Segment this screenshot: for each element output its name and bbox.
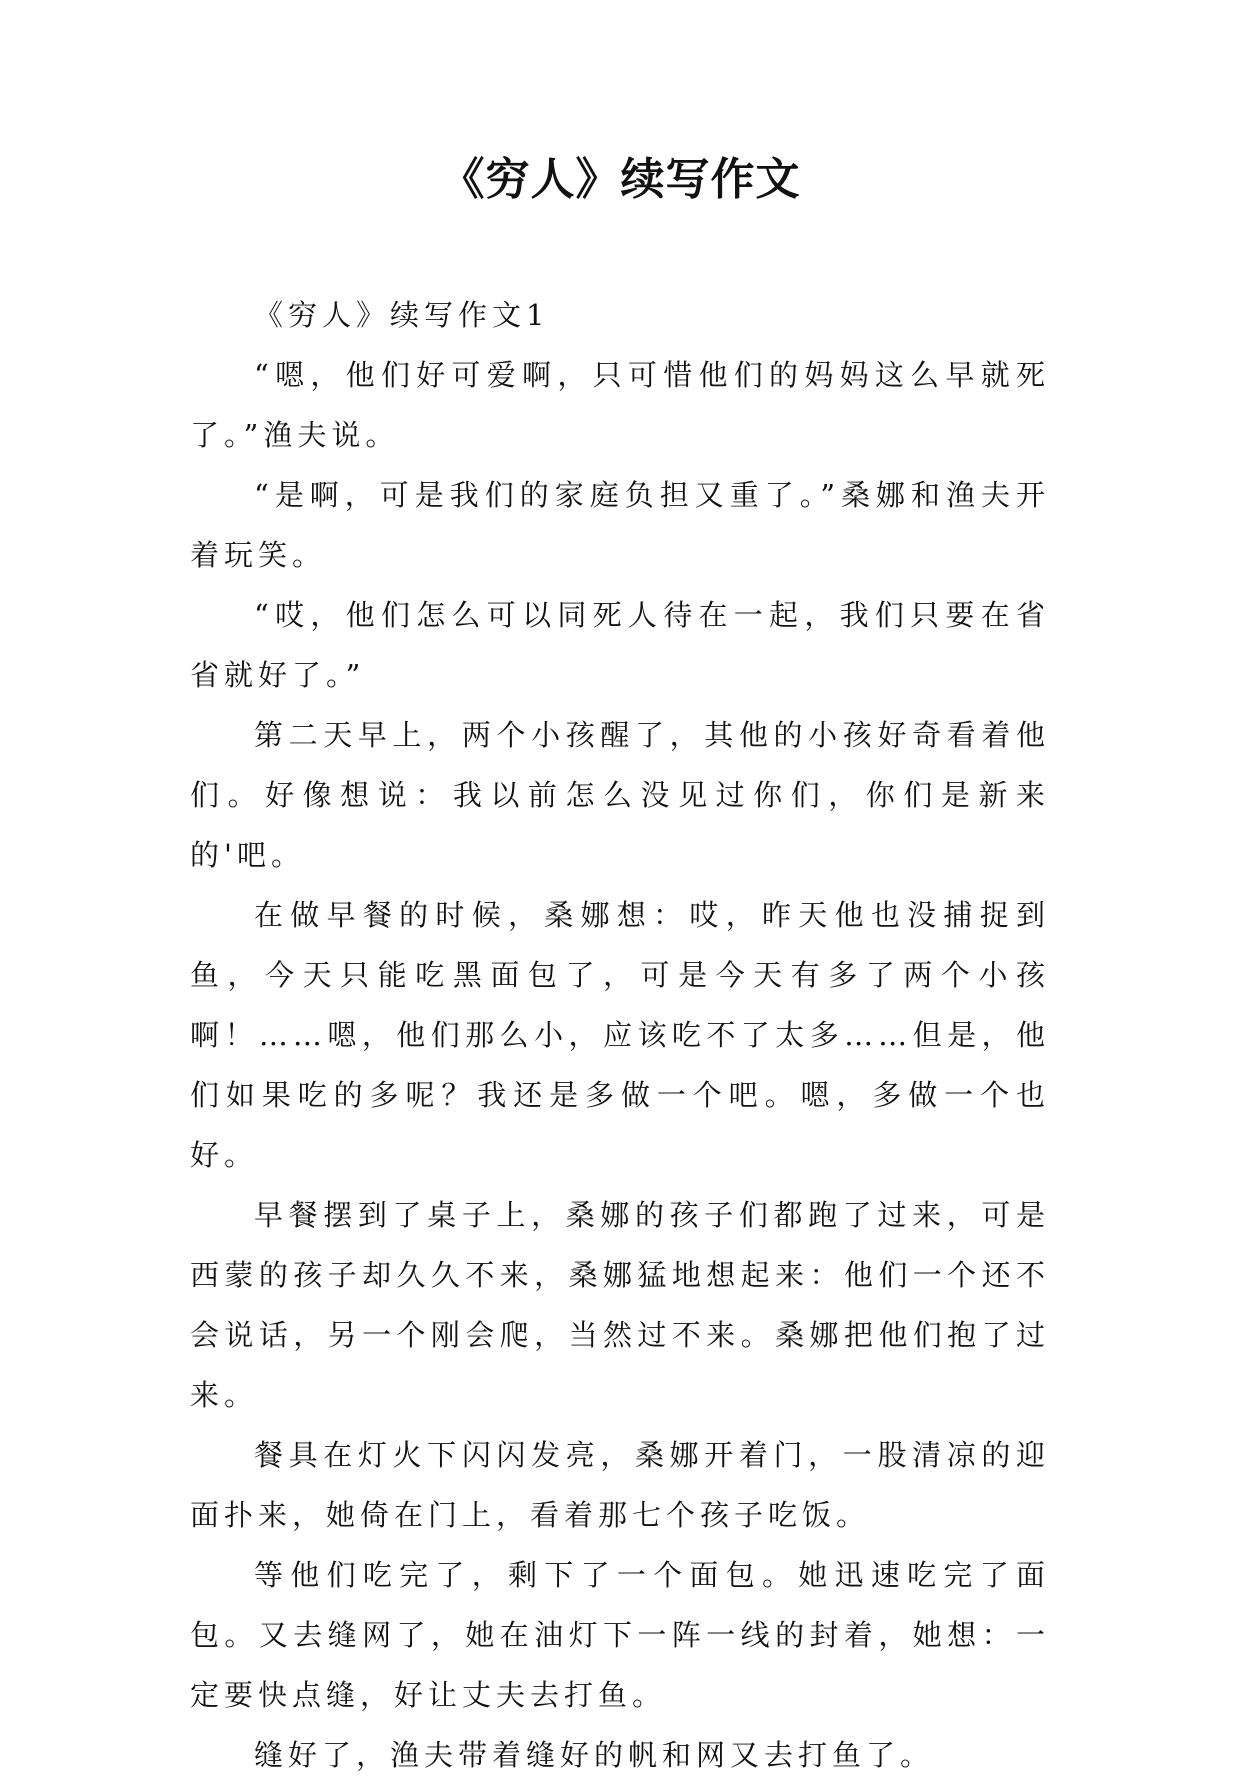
- paragraph-heading: 《穷人》续写作文1: [254, 298, 550, 332]
- paragraph: 第二天早上，两个小孩醒了，其他的小孩好奇看着他们。好像想说：我以前怎么没见过你们，你们是新来的'吧。: [190, 718, 1050, 872]
- paragraph: “是啊，可是我们的家庭负担又重了。”桑娜和渔夫开着玩笑。: [190, 478, 1050, 572]
- paragraph: 等他们吃完了，剩下了一个面包。她迅速吃完了面包。又去缝网了，她在油灯下一阵一线的封着，她想：一定要快点缝，好让丈夫去打鱼。: [190, 1558, 1050, 1712]
- paragraph: 缝好了，渔夫带着缝好的帆和网又去打鱼了。: [254, 1738, 935, 1772]
- document-body: [190, 285, 1050, 1785]
- paragraph: “哎，他们怎么可以同死人待在一起，我们只要在省省就好了。”: [190, 598, 1050, 692]
- paragraph: 餐具在灯火下闪闪发亮，桑娜开着门，一股清凉的迎面扑来，她倚在门上，看着那七个孩子吃饭。: [190, 1438, 1050, 1532]
- document-title: 《穷人》续写作文: [440, 154, 801, 205]
- paragraph: “嗯，他们好可爱啊，只可惜他们的妈妈这么早就死了。”渔夫说。: [190, 358, 1050, 452]
- paragraph: 早餐摆到了桌子上，桑娜的孩子们都跑了过来，可是西蒙的孩子却久久不来，桑娜猛地想起来：他们一个还不会说话，另一个刚会爬，当然过不来。桑娜把他们抱了过来。: [190, 1198, 1050, 1412]
- paragraph: 在做早餐的时候，桑娜想：哎，昨天他也没捕捉到鱼，今天只能吃黑面包了，可是今天有多了两个小孩啊！……嗯，他们那么小，应该吃不了太多……但是，他们如果吃的多呢？我还是多做一个吧。嗯，多做一个也好。: [190, 898, 1050, 1172]
